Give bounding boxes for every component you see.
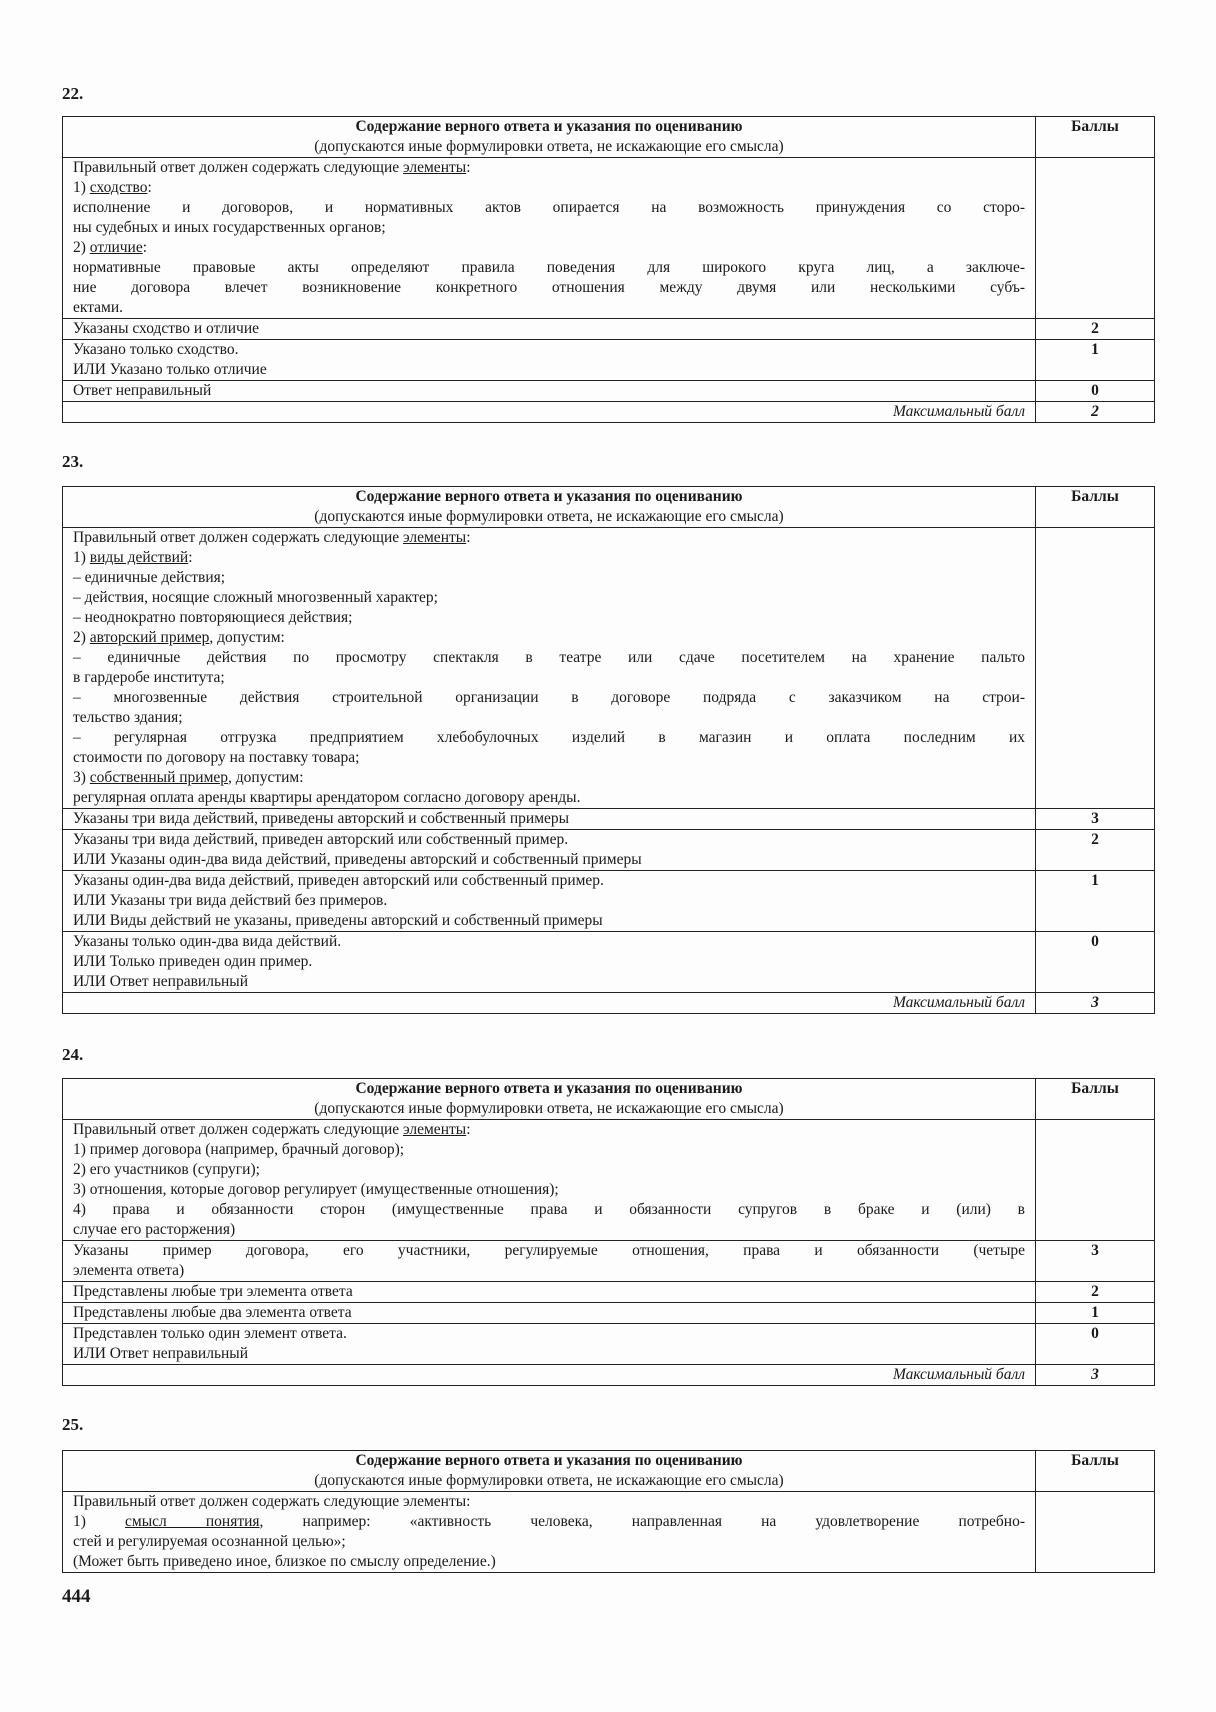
criterion-cell — [63, 1324, 1036, 1365]
header-subtitle: (допускаются иные формулировки ответа, не искажающие его смысла) — [314, 1100, 784, 1117]
header-title: Содержание верного ответа и указания по оцениванию — [355, 1452, 743, 1469]
table-header-row — [63, 117, 1155, 158]
text-segment: : — [188, 549, 193, 566]
score-cell — [1036, 809, 1155, 830]
text-segment: ние договора влечет возникновение конкретного отношения между двумя или несколькими субъ- — [73, 279, 1025, 296]
table-header-row — [63, 1079, 1155, 1120]
text-segment: тельство здания; — [73, 709, 183, 726]
score-value: 1 — [1091, 341, 1099, 358]
criterion-line: ИЛИ Ответ неправильный — [73, 973, 249, 990]
answer-line — [73, 1180, 1025, 1200]
text-segment: нормативные правовые акты определяют правила поведения для широкого круга лиц, а заключе- — [73, 259, 1025, 276]
answer-line — [73, 1552, 1025, 1572]
text-segment: , допустим: — [228, 769, 304, 786]
max-score-row — [63, 993, 1155, 1014]
text-segment: , допустим: — [209, 629, 285, 646]
answer-line — [73, 728, 1025, 748]
text-segment: 1) — [73, 1513, 126, 1530]
answer-line — [73, 1120, 1025, 1140]
answer-body-row — [63, 1120, 1155, 1241]
criterion-line: ИЛИ Только приведен один пример. — [73, 953, 313, 970]
text-segment: 2) — [73, 629, 90, 646]
criterion-cell — [63, 381, 1036, 402]
text-segment: 2) его участников (супруги); — [73, 1161, 260, 1178]
answer-body-row — [63, 158, 1155, 319]
answer-line — [73, 1200, 1025, 1220]
text-segment: стоимости по договору на поставку товара; — [73, 749, 360, 766]
criterion-line: Указаны пример договора, его участники, регулируемые отношения, права и обязанности (четыре — [73, 1242, 1025, 1259]
question-number: 22. — [62, 84, 84, 103]
answer-line — [73, 628, 1025, 648]
criterion-line: ИЛИ Виды действий не указаны, приведены авторский и собственный примеры — [73, 912, 603, 929]
max-score-label: Максимальный балл — [892, 994, 1025, 1011]
text-segment: Правильный ответ должен содержать следующие — [73, 529, 404, 546]
answer-line — [73, 708, 1025, 728]
text-segment: Правильный ответ должен содержать следующие — [73, 1121, 404, 1138]
max-score-label: Максимальный балл — [892, 1366, 1025, 1383]
max-score-value: 3 — [1091, 994, 1099, 1011]
answer-line — [73, 748, 1025, 768]
table-header-row — [63, 1451, 1155, 1492]
score-header-cell — [1036, 1079, 1155, 1120]
underlined-term: авторский пример — [89, 629, 210, 646]
score-header-cell — [1036, 487, 1155, 528]
text-segment: Правильный ответ должен содержать следующие — [73, 159, 404, 176]
empty-score-cell — [1036, 1120, 1155, 1241]
criterion-line: Указаны три вида действий, приведен авторский или собственный пример. — [73, 831, 569, 848]
score-header: Баллы — [1071, 488, 1119, 505]
underlined-term: собственный пример — [89, 769, 229, 786]
score-value: 0 — [1091, 1325, 1099, 1342]
answer-line — [73, 258, 1025, 278]
score-value: 2 — [1091, 831, 1099, 848]
text-segment: 3) отношения, которые договор регулирует (имущественные отношения); — [73, 1181, 559, 1198]
answer-line — [73, 1512, 1025, 1532]
criterion-line: Указано только сходство. — [73, 341, 239, 358]
score-cell — [1036, 340, 1155, 381]
header-cell — [63, 1451, 1036, 1492]
text-segment: 4) права и обязанности сторон (имущественные права и обязанности супругов в браке и (или) в — [73, 1201, 1025, 1218]
score-value: 3 — [1091, 810, 1099, 827]
answer-line — [73, 668, 1025, 688]
underlined-term: сходство — [89, 179, 148, 196]
criterion-cell — [63, 319, 1036, 340]
answer-line — [73, 178, 1025, 198]
underlined-term: элементы — [403, 159, 467, 176]
criterion-row — [63, 381, 1155, 402]
score-cell — [1036, 871, 1155, 932]
header-subtitle: (допускаются иные формулировки ответа, не искажающие его смысла) — [314, 508, 784, 525]
underlined-term: элементы — [403, 1121, 467, 1138]
header-cell — [63, 1079, 1036, 1120]
answer-line — [73, 278, 1025, 298]
criterion-cell — [63, 871, 1036, 932]
answer-line — [73, 1492, 1025, 1512]
text-segment: ектами. — [73, 299, 124, 316]
text-segment: : — [466, 529, 471, 546]
criterion-row — [63, 1241, 1155, 1282]
criterion-cell — [63, 1303, 1036, 1324]
text-segment: : — [147, 179, 152, 196]
criterion-cell — [63, 1241, 1036, 1282]
header-cell — [63, 117, 1036, 158]
text-segment: , например: «активность человека, направленная на удовлетворение потребно- — [259, 1513, 1026, 1530]
text-segment: 1) пример договора (например, брачный договор); — [73, 1141, 405, 1158]
criterion-row — [63, 319, 1155, 340]
score-value: 0 — [1091, 933, 1099, 950]
criterion-line: Указаны сходство и отличие — [73, 320, 259, 337]
underlined-term: смысл понятия — [125, 1513, 260, 1530]
criterion-cell — [63, 809, 1036, 830]
text-segment: – единичные действия; — [73, 569, 226, 586]
text-segment: – регулярная отгрузка предприятием хлебобулочных изделий в магазин и оплата последним их — [73, 729, 1025, 746]
criterion-line: ИЛИ Указаны три вида действий без примеров. — [73, 892, 388, 909]
answer-line — [73, 298, 1025, 318]
text-segment: 3) — [73, 769, 90, 786]
criterion-line: Представлены любые три элемента ответа — [73, 1283, 353, 1300]
header-subtitle: (допускаются иные формулировки ответа, не искажающие его смысла) — [314, 1472, 784, 1489]
text-segment: – действия, носящие сложный многозвенный характер; — [73, 589, 438, 606]
question-number: 24. — [62, 1045, 84, 1064]
answer-line — [73, 768, 1025, 788]
text-segment: (Может быть приведено иное, близкое по смыслу определение.) — [73, 1553, 496, 1570]
max-score-label: Максимальный балл — [892, 403, 1025, 420]
table-header-row — [63, 487, 1155, 528]
max-score-label-cell — [63, 993, 1036, 1014]
text-segment: 1) — [73, 549, 90, 566]
question-number: 25. — [62, 1415, 84, 1434]
answer-content-cell — [63, 1492, 1036, 1573]
answer-content-cell — [63, 158, 1036, 319]
criterion-row — [63, 932, 1155, 993]
answer-line — [73, 1140, 1025, 1160]
question-number: 23. — [62, 452, 84, 471]
score-header-cell — [1036, 1451, 1155, 1492]
criteria-table — [62, 486, 1155, 1014]
answer-line — [73, 648, 1025, 668]
text-segment: : — [466, 159, 471, 176]
criterion-line: Указаны три вида действий, приведены авторский и собственный примеры — [73, 810, 570, 827]
score-header-cell — [1036, 117, 1155, 158]
criteria-table — [62, 1078, 1155, 1386]
answer-line — [73, 788, 1025, 808]
answer-line — [73, 688, 1025, 708]
score-cell — [1036, 381, 1155, 402]
header-subtitle: (допускаются иные формулировки ответа, не искажающие его смысла) — [314, 138, 784, 155]
text-segment: ны судебных и иных государственных органов; — [73, 219, 386, 236]
criterion-line: Представлены любые два элемента ответа — [73, 1304, 352, 1321]
underlined-term: виды действий — [89, 549, 189, 566]
answer-line — [73, 238, 1025, 258]
answer-line — [73, 608, 1025, 628]
header-cell — [63, 487, 1036, 528]
score-cell — [1036, 1241, 1155, 1282]
score-cell — [1036, 830, 1155, 871]
score-header: Баллы — [1071, 118, 1119, 135]
criterion-line: ИЛИ Указано только отличие — [73, 361, 267, 378]
criterion-row — [63, 871, 1155, 932]
score-value: 1 — [1091, 872, 1099, 889]
text-segment: – многозвенные действия строительной организации в договоре подряда с заказчиком на строи- — [73, 689, 1025, 706]
score-header: Баллы — [1071, 1080, 1119, 1097]
score-cell — [1036, 319, 1155, 340]
answer-line — [73, 588, 1025, 608]
score-value: 1 — [1091, 1304, 1099, 1321]
criterion-line: Ответ неправильный — [73, 382, 212, 399]
underlined-term: отличие — [89, 239, 143, 256]
text-segment: стей и регулируемая осознанной целью»; — [73, 1533, 346, 1550]
score-value: 0 — [1091, 382, 1099, 399]
criteria-table — [62, 116, 1155, 423]
text-segment: Правильный ответ должен содержать следующие элементы: — [73, 1493, 471, 1510]
criterion-line: Указаны один-два вида действий, приведен авторский или собственный пример. — [73, 872, 604, 889]
criterion-line: Указаны только один-два вида действий. — [73, 933, 342, 950]
max-score-cell — [1036, 993, 1155, 1014]
max-score-cell — [1036, 1365, 1155, 1386]
criterion-line: элемента ответа) — [73, 1262, 185, 1279]
text-segment: – неоднократно повторяющиеся действия; — [73, 609, 353, 626]
answer-line — [73, 218, 1025, 238]
criterion-row — [63, 1303, 1155, 1324]
criterion-row — [63, 340, 1155, 381]
text-segment: 2) — [73, 239, 90, 256]
max-score-value: 3 — [1091, 1366, 1099, 1383]
answer-line — [73, 1160, 1025, 1180]
criterion-cell — [63, 1282, 1036, 1303]
empty-score-cell — [1036, 158, 1155, 319]
answer-line — [73, 158, 1025, 178]
score-cell — [1036, 1324, 1155, 1365]
underlined-term: элементы — [403, 529, 467, 546]
text-segment: регулярная оплата аренды квартиры арендатором согласно договору аренды. — [73, 789, 581, 806]
answer-body-row — [63, 1492, 1155, 1573]
criterion-row — [63, 809, 1155, 830]
answer-content-cell — [63, 1120, 1036, 1241]
answer-line — [73, 528, 1025, 548]
header-title: Содержание верного ответа и указания по оцениванию — [355, 488, 743, 505]
text-segment: : — [142, 239, 148, 256]
text-segment: 1) — [73, 179, 90, 196]
text-segment: случае его расторжения) — [73, 1221, 236, 1238]
score-cell — [1036, 932, 1155, 993]
answer-line — [73, 548, 1025, 568]
criterion-line: ИЛИ Указаны один-два вида действий, приведены авторский и собственный примеры — [73, 851, 642, 868]
answer-content-cell — [63, 528, 1036, 809]
score-cell — [1036, 1282, 1155, 1303]
answer-line — [73, 1532, 1025, 1552]
text-segment: в гардеробе института; — [73, 669, 225, 686]
score-value: 2 — [1091, 1283, 1099, 1300]
max-score-row — [63, 1365, 1155, 1386]
answer-body-row — [63, 528, 1155, 809]
text-segment: : — [466, 1121, 471, 1138]
criterion-row — [63, 1324, 1155, 1365]
criterion-cell — [63, 340, 1036, 381]
criteria-table — [62, 1450, 1155, 1573]
text-segment: исполнение и договоров, и нормативных актов опирается на возможность принуждения со сторо- — [73, 199, 1025, 216]
score-value: 2 — [1091, 320, 1099, 337]
criterion-cell — [63, 932, 1036, 993]
max-score-label-cell — [63, 402, 1036, 423]
empty-score-cell — [1036, 528, 1155, 809]
header-title: Содержание верного ответа и указания по оцениванию — [355, 118, 743, 135]
answer-line — [73, 1220, 1025, 1240]
page-number: 444 — [62, 1586, 91, 1607]
score-value: 3 — [1091, 1242, 1099, 1259]
empty-score-cell — [1036, 1492, 1155, 1573]
text-segment: – единичные действия по просмотру спектакля в театре или сдаче посетителем на хранение пальто — [73, 649, 1025, 666]
criterion-line: Представлен только один элемент ответа. — [73, 1325, 347, 1342]
max-score-label-cell — [63, 1365, 1036, 1386]
criterion-cell — [63, 830, 1036, 871]
score-cell — [1036, 1303, 1155, 1324]
header-title: Содержание верного ответа и указания по оцениванию — [355, 1080, 743, 1097]
criterion-row — [63, 1282, 1155, 1303]
score-header: Баллы — [1071, 1452, 1119, 1469]
max-score-row — [63, 402, 1155, 423]
max-score-value: 2 — [1091, 403, 1099, 420]
answer-line — [73, 568, 1025, 588]
max-score-cell — [1036, 402, 1155, 423]
answer-line — [73, 198, 1025, 218]
criterion-line: ИЛИ Ответ неправильный — [73, 1345, 249, 1362]
criterion-row — [63, 830, 1155, 871]
